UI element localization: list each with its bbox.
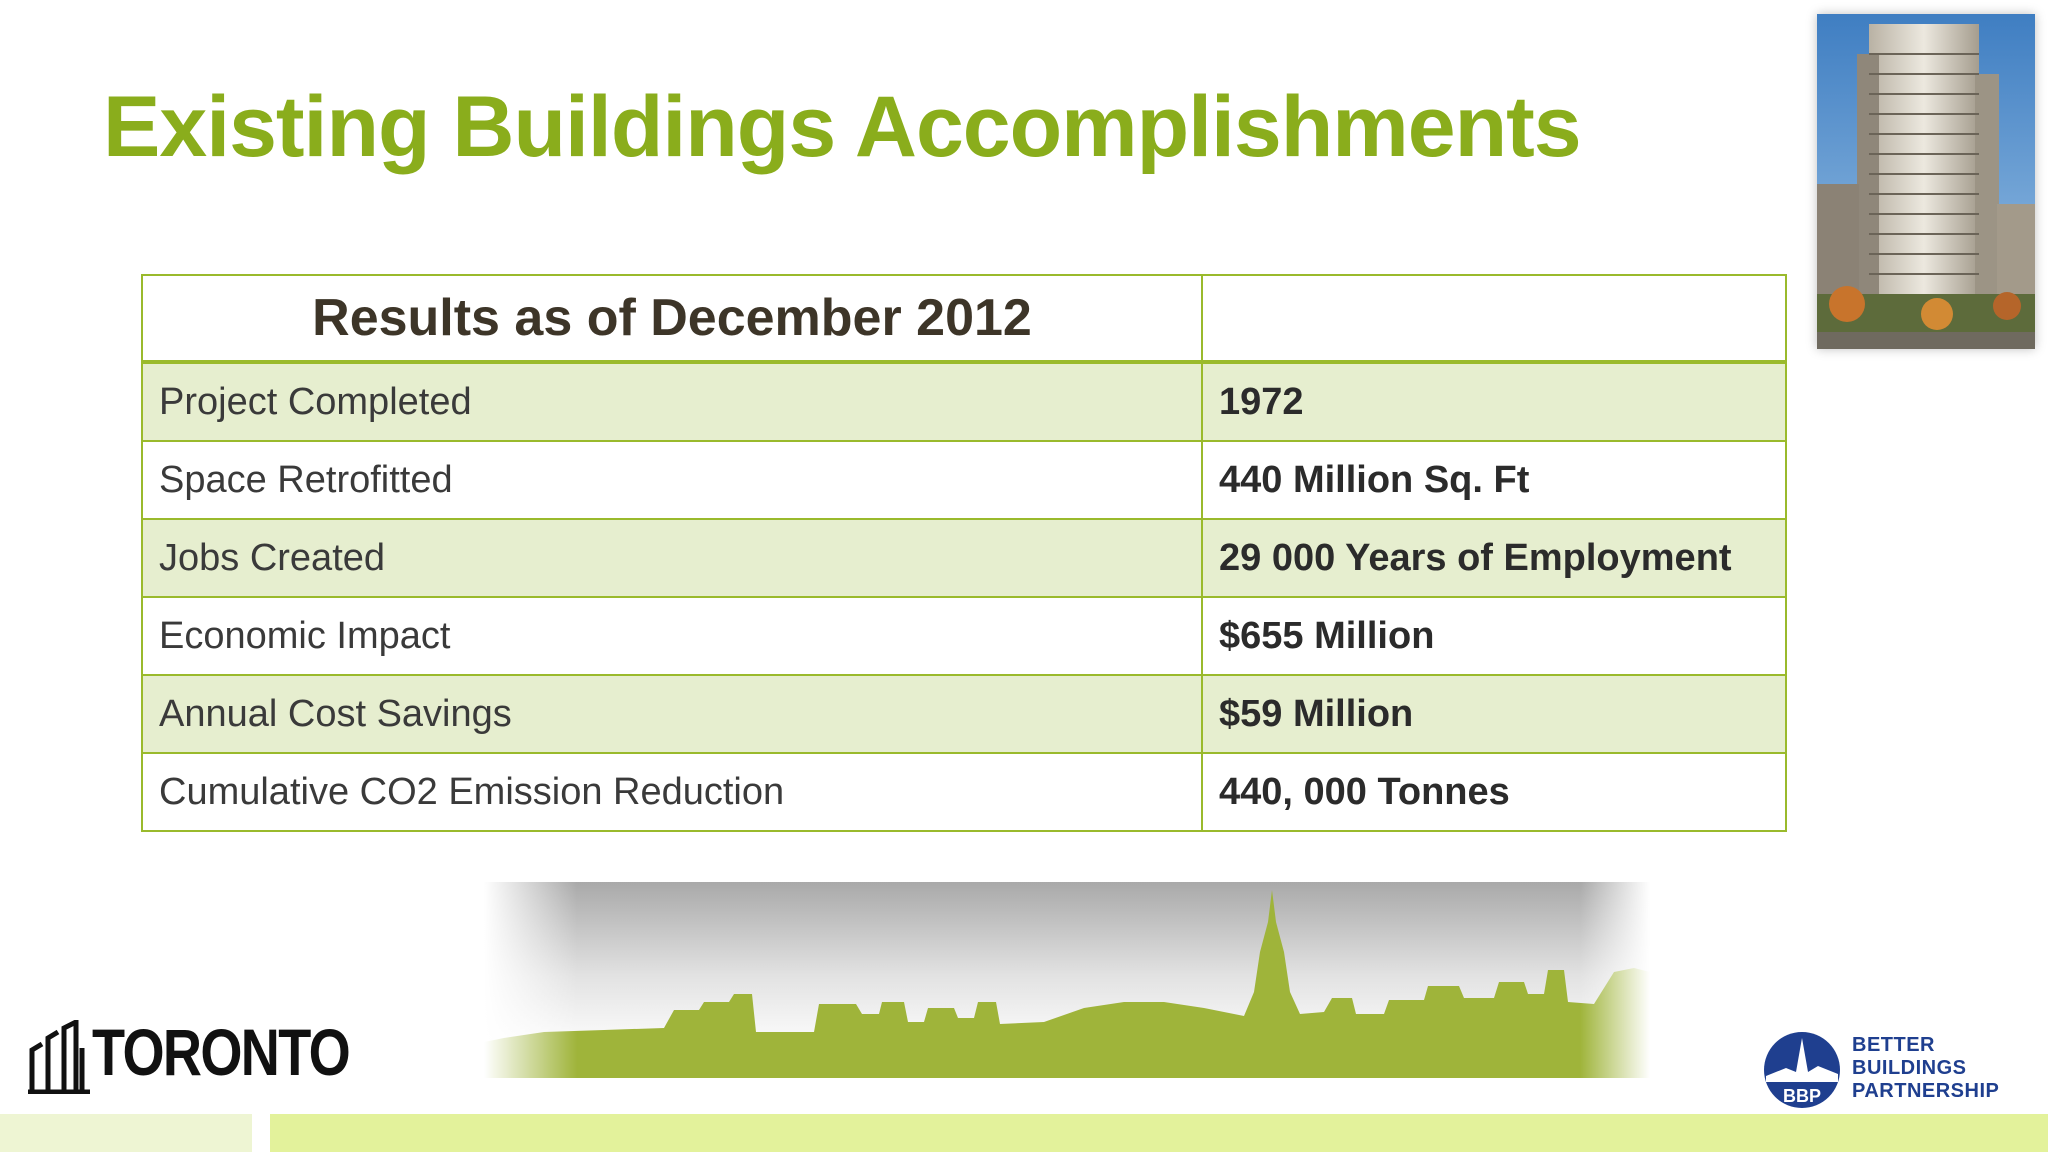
bbp-wordmark bbox=[1852, 1034, 1999, 1103]
row-value: $655 Million bbox=[1202, 597, 1786, 675]
toronto-skyline-image bbox=[484, 882, 1650, 1078]
results-table bbox=[141, 274, 1787, 832]
building-photo bbox=[1817, 14, 2035, 349]
row-value: $59 Million bbox=[1202, 675, 1786, 753]
row-label: Annual Cost Savings bbox=[142, 675, 1202, 753]
row-label: Economic Impact bbox=[142, 597, 1202, 675]
bbp-logo bbox=[1756, 1028, 1848, 1110]
footer-bar-right bbox=[270, 1114, 2048, 1152]
bbp-line: BETTER bbox=[1852, 1034, 1935, 1056]
bbp-mark-text: BBP bbox=[1782, 1086, 1822, 1106]
table-header-empty bbox=[1202, 275, 1786, 362]
bbp-line: PARTNERSHIP bbox=[1852, 1080, 2000, 1102]
table-header-row bbox=[142, 275, 1786, 362]
row-label: Project Completed bbox=[142, 362, 1202, 441]
table-header-title: Results as of December 2012 bbox=[142, 275, 1202, 362]
table-row bbox=[142, 441, 1786, 519]
row-label: Space Retrofitted bbox=[142, 441, 1202, 519]
row-label: Jobs Created bbox=[142, 519, 1202, 597]
row-value: 440 Million Sq. Ft bbox=[1202, 441, 1786, 519]
footer-bar-left bbox=[0, 1114, 252, 1152]
row-value: 29 000 Years of Employment bbox=[1202, 519, 1786, 597]
table-row bbox=[142, 597, 1786, 675]
slide-title: Existing Buildings Accomplishments bbox=[103, 79, 1581, 175]
table-row bbox=[142, 675, 1786, 753]
table-row bbox=[142, 519, 1786, 597]
toronto-wordmark: TORONTO bbox=[92, 1015, 350, 1089]
row-value: 440, 000 Tonnes bbox=[1202, 753, 1786, 831]
table-row bbox=[142, 362, 1786, 441]
bbp-line: BUILDINGS bbox=[1852, 1057, 1967, 1079]
row-label: Cumulative CO2 Emission Reduction bbox=[142, 753, 1202, 831]
row-value: 1972 bbox=[1202, 362, 1786, 441]
table-row bbox=[142, 753, 1786, 831]
